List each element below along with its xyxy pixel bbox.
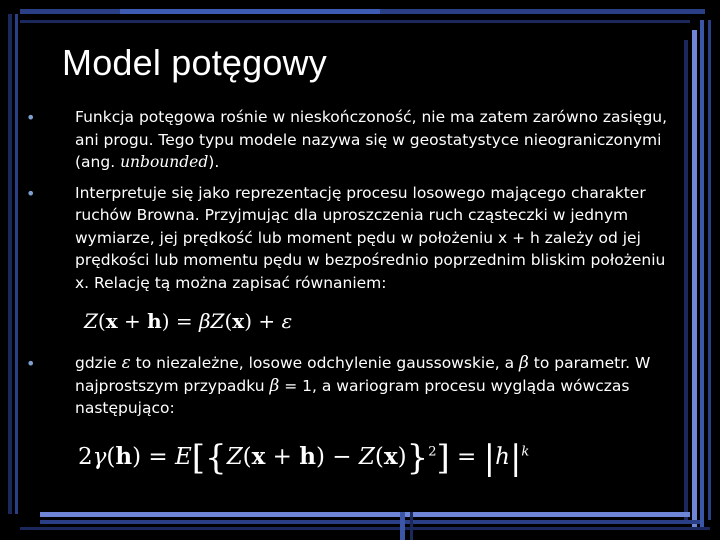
slide-title: Model potęgowy	[62, 42, 327, 83]
bullet-text: to niezależne, losowe odchylenie gaussowskie, a	[130, 354, 520, 372]
bullet-item-brownian	[22, 182, 682, 295]
bullet-dot-icon: •	[26, 183, 36, 203]
bullet-dot-icon: •	[26, 108, 36, 127]
bullet-list-2	[22, 352, 682, 420]
term-unbounded: unbounded	[120, 153, 209, 171]
bullet-text: gdzie	[75, 354, 122, 372]
bullet-text: to parametr. W najprostszym przypadku	[75, 354, 651, 395]
bullet-text-end: ).	[208, 153, 220, 171]
bullet-item-variogram	[22, 352, 682, 420]
beta-symbol: β	[519, 353, 529, 373]
bullet-text: Interpretuje się jako reprezentację procesu losowego mającego charakter ruchów Browna. Przyjmując dla uproszczenia ruch cząsteczki w jednym wymiarze, jej prędkość lub moment pędu w położeniu x + h zależy od jej prędkości lub momentu pędu w bezpośrednio poprzednim bliskim położeniu x. Relację tą można zapisać równaniem:	[75, 183, 666, 292]
equation-variogram: $2\gamma(h) = E[\{Z(x + h) - Z(x)\}^2] = |h|^k$	[78, 438, 530, 478]
equation-recurrence: Z(x + h) = βZ(x) + ε	[84, 309, 293, 333]
bullet-dot-icon: •	[26, 354, 36, 373]
bullet-text: = 1, a wariogram procesu wygląda wówczas następująco:	[75, 376, 630, 417]
beta-symbol: β	[269, 375, 280, 396]
bullet-list	[22, 106, 682, 294]
bullet-text: Funkcja potęgowa rośnie w nieskończoność, nie ma zatem zarówno zasięgu, ani progu. Tego typu modele nazywa się w geostatystyce nieograniczonymi (ang.	[75, 108, 668, 171]
bullet-item-unbounded	[22, 106, 682, 174]
epsilon-symbol: ε	[121, 353, 131, 373]
